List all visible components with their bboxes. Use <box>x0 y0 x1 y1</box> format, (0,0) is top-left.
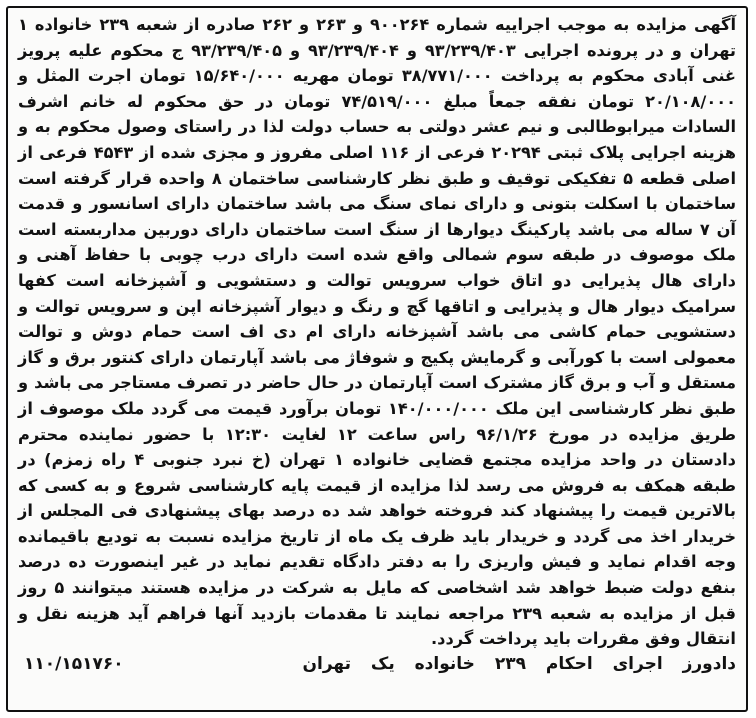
notice-signature: دادورز اجرای احکام ۲۳۹ خانواده یک تهران <box>302 653 736 674</box>
auction-notice <box>6 6 748 712</box>
notice-footer <box>18 654 736 674</box>
notice-body: آگهی مزایده به موجب اجراییه شماره ۹۰۰۲۶۴ و ۲۶۳ و ۲۶۲ صادره از شعبه ۲۳۹ خانواده ۱ تهران و در پرونده اجرایی ۹۳/۲۳۹/۴۰۳ و ۹۳/۲۳۹/۴۰۴ و ۹۳/۲۳۹/۴۰۵ ج محکوم علیه پرویز غنی آبادی محکوم به پرداخت ۳۸/۷۷۱/۰۰۰ تومان مهریه ۱۵/۶۴۰/۰۰۰ تومان اجرت المثل و ۲۰/۱۰۸/۰۰۰ تومان نفقه جمعاً مبلغ ۷۴/۵۱۹/۰۰۰ تومان در حق محکوم له خانم اشرف السادات میرابوطالبی و نیم عشر دولتی به حساب دولت لذا در راستای وصول محکوم به و هزینه اجرایی پلاک ثبتی ۲۰۲۹۴ فرعی از ۱۱۶ اصلی مفروز و مجزی شده از ۴۵۴۳ فرعی از اصلی قطعه ۵ تفکیکی توقیف و طبق نظر کارشناسی ساختمان ۸ واحده قرار گرفته است ساختمان با اسکلت بتونی و دارای نمای سنگ می باشد ساختمان دارای اسانسور و قدمت آن ۷ ساله می باشد پارکینگ دیوارها از سنگ است ساختمان دارای دوربین مداربسته است ملک موصوف در طبقه سوم شمالی واقع شده است دارای درب چوبی با حفاظ آهنی و دارای هال پذیرایی دو اتاق خواب سرویس توالت و دستشویی و آشپزخانه است کفها سرامیک دیوار هال و پذیرایی و اتاقها گچ و رنگ و دیوار آشپزخانه اپن و سرویس توالت و دستشویی حمام کاشی می باشد آشپزخانه دارای ام دی اف است حمام دوش و توالت معمولی است با کورآبی و گرمایش پکیج و شوفاژ می باشد آپارتمان دارای کنتور برق و گاز مستقل و آب و برق گاز مشترک است آپارتمان در حال حاضر در تصرف مستاجر می باشد و طبق نظر کارشناسی این ملک ۱۴۰/۰۰۰/۰۰۰ تومان برآورد قیمت می گردد ملک موصوف از طریق مزایده در مورخ ۹۶/۱/۲۶ راس ساعت ۱۲ لغایت ۱۲:۳۰ با حضور نماینده محترم دادستان در واحد مزایده مجتمع قضایی خانواده ۱ تهران (خ نبرد جنوبی ۴ راه زمزم) در طبقه همکف به فروش می رسد لذا مزایده از قیمت پایه کارشناسی شروع و به کسی که بالاترین قیمت را پیشنهاد کند فروخته خواهد شد ده درصد بهای پیشنهادی فی المجلس از خریدار اخذ می گردد و خریدار باید ظرف یک ماه از تاریخ مزایده نسبت به تودیع باقیمانده وجه اقدام نماید و فیش واریزی را به دفتر دادگاه تقدیم نماید در غیر اینصورت ده درصد بنفع دولت ضبط خواهد شد اشخاصی که مایل به شرکت در مزایده هستند میتوانند ۵ روز قبل از مزایده به شعبه ۲۳۹ مراجعه نمایند تا مقدمات بازدید آنها فراهم آید هزینه نقل و انتقال وفق مقررات باید پرداخت گردد. <box>18 15 737 649</box>
notice-number: ۱۱۰/۱۵۱۷۶۰ <box>24 653 124 674</box>
